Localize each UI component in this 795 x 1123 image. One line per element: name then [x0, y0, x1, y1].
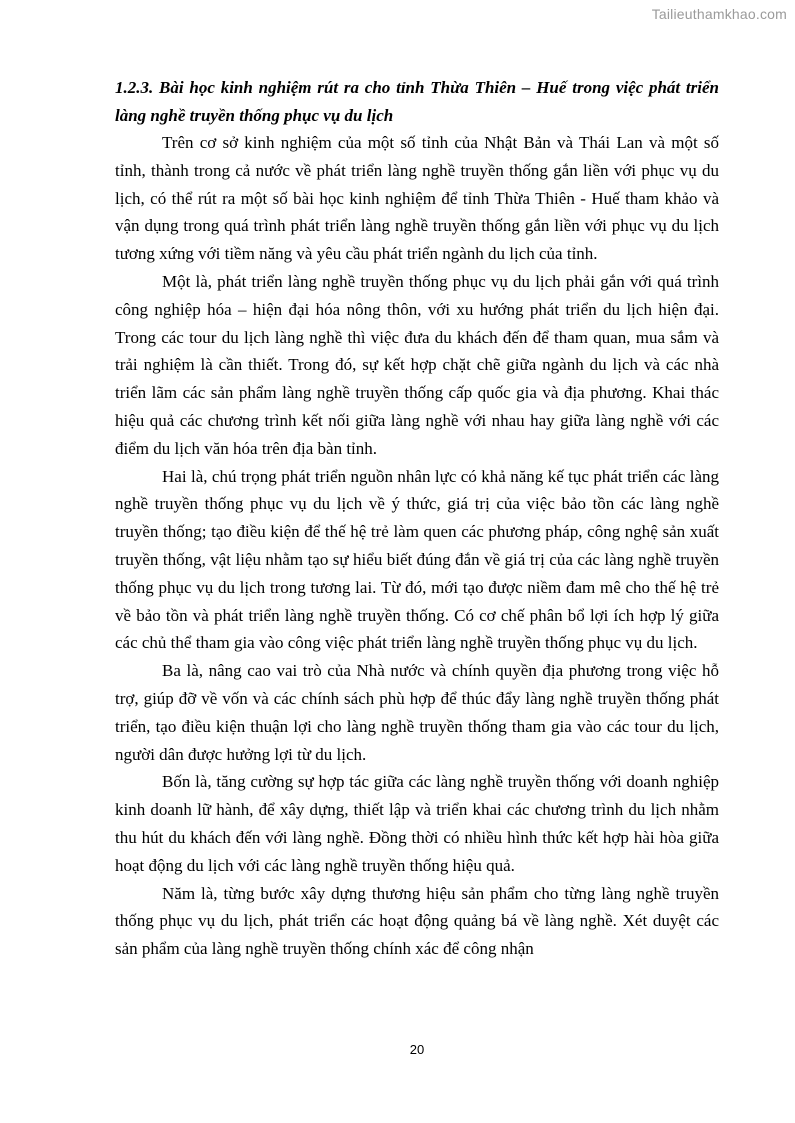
watermark-text: Tailieuthamkhao.com	[651, 6, 787, 22]
paragraph-intro: Trên cơ sở kinh nghiệm của một số tỉnh của Nhật Bản và Thái Lan và một số tỉnh, thành trong cả nước về phát triển làng nghề truyền thống gắn liền với phục vụ du lịch, có thể rút ra một số bài học kinh nghiệm để tỉnh Thừa Thiên - Huế tham khảo và vận dụng trong quá trình phát triển làng nghề truyền thống gắn liền với phục vụ du lịch tương xứng với tiềm năng và yêu cầu phát triển ngành du lịch của tỉnh.	[115, 133, 719, 264]
section-heading: 1.2.3. Bài học kinh nghiệm rút ra cho tỉnh Thừa Thiên – Huế trong việc phát triển làng nghề truyền thống phục vụ du lịch	[115, 78, 719, 125]
page-number: 20	[409, 1042, 425, 1057]
paragraph-lesson-five: Năm là, từng bước xây dựng thương hiệu sản phẩm cho từng làng nghề truyền thống phục vụ du lịch, phát triển các hoạt động quảng bá về làng nghề. Xét duyệt các sản phẩm của làng nghề truyền thống chính xác để công nhận	[115, 883, 719, 959]
document-body	[115, 74, 719, 963]
paragraph-lesson-three: Ba là, nâng cao vai trò của Nhà nước và chính quyền địa phương trong việc hỗ trợ, giúp đỡ về vốn và các chính sách phù hợp để thúc đẩy làng nghề truyền thống phát triển, tạo điều kiện thuận lợi cho làng nghề truyền thống tham gia vào các tour du lịch, người dân được hưởng lợi từ du lịch.	[115, 661, 719, 764]
paragraph-lesson-four: Bốn là, tăng cường sự hợp tác giữa các làng nghề truyền thống với doanh nghiệp kinh doanh lữ hành, để xây dựng, thiết lập và triển khai các chương trình du lịch nhằm thu hút du khách đến với làng nghề. Đồng thời có nhiều hình thức kết hợp hài hòa giữa hoạt động du lịch với các làng nghề truyền thống hiệu quả.	[115, 772, 719, 875]
paragraph-lesson-one: Một là, phát triển làng nghề truyền thống phục vụ du lịch phải gắn với quá trình công nghiệp hóa – hiện đại hóa nông thôn, với xu hướng phát triển du lịch hiện đại. Trong các tour du lịch làng nghề thì việc đưa du khách đến để tham quan, mua sắm và trải nghiệm là cần thiết. Trong đó, sự kết hợp chặt chẽ giữa ngành du lịch và các nhà triển lãm các sản phẩm làng nghề truyền thống cấp quốc gia và địa phương. Khai thác hiệu quả các chương trình kết nối giữa làng nghề với nhau hay giữa làng nghề với các điểm du lịch văn hóa trên địa bàn tỉnh.	[115, 271, 719, 458]
paragraph-lesson-two: Hai là, chú trọng phát triển nguồn nhân lực có khả năng kế tục phát triển các làng nghề truyền thống phục vụ du lịch về ý thức, giá trị của việc bảo tồn các làng nghề truyền thống; tạo điều kiện để thế hệ trẻ làm quen các phương pháp, công nghệ sản xuất truyền thống, vật liệu nhằm tạo sự hiểu biết đúng đắn về giá trị của các làng nghề truyền thống phục vụ du lịch trong tương lai. Từ đó, mới tạo được niềm đam mê cho thế hệ trẻ về bảo tồn và phát triển làng nghề truyền thống. Có cơ chế phân bổ lợi ích hợp lý giữa các chủ thể tham gia vào công việc phát triển làng nghề truyền thống phục vụ du lịch.	[115, 466, 719, 653]
